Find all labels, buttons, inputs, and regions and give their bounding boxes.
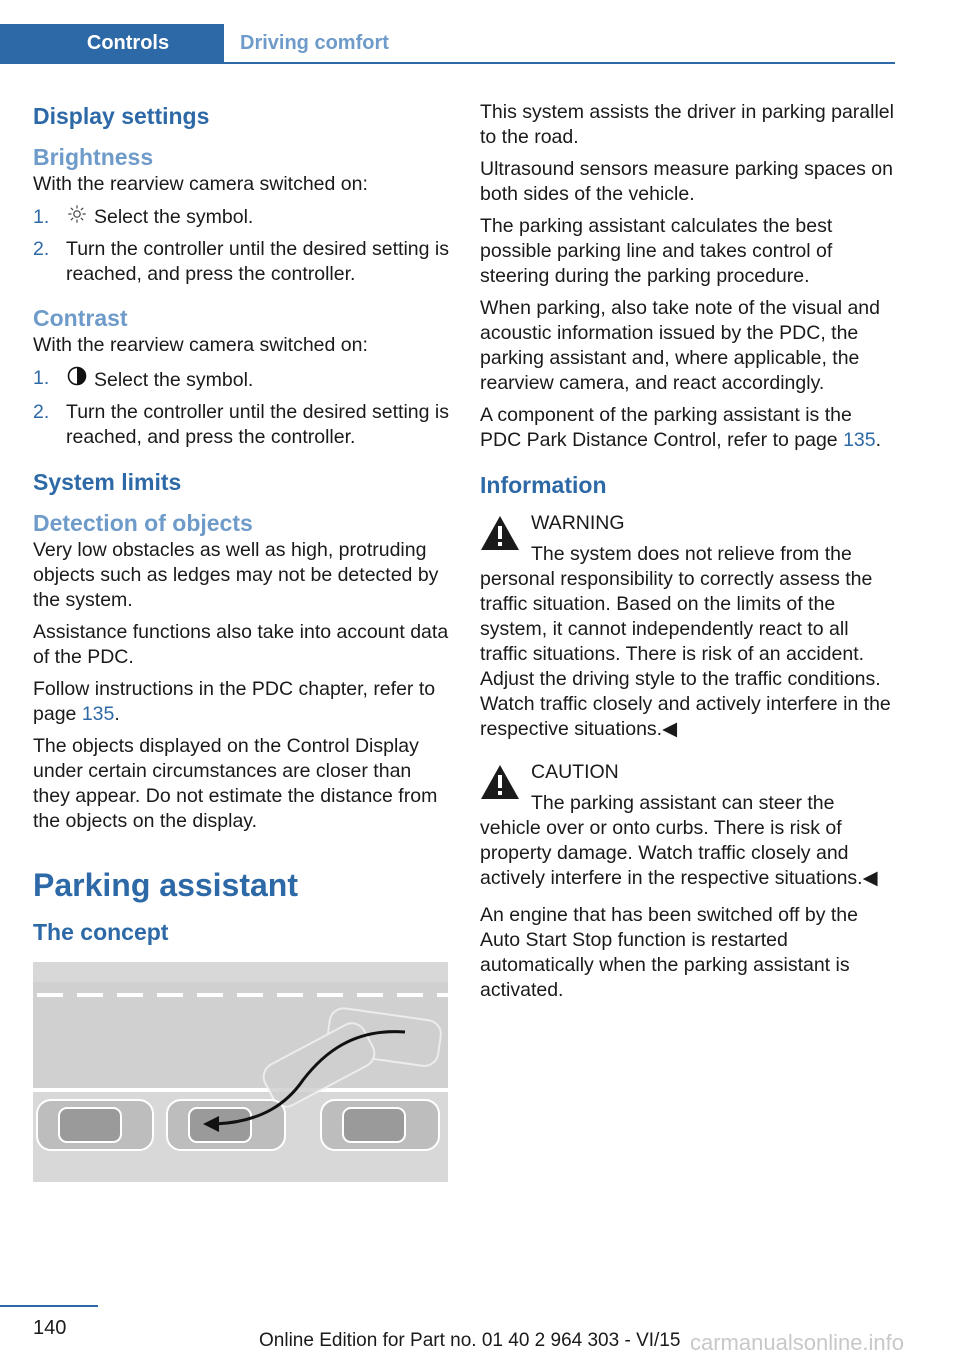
auto-start-stop-paragraph: An engine that has been switched off by the Auto Start Stop function is restarted automatically when the parking assistant is activated.: [480, 904, 858, 1001]
warning-notice: [480, 511, 896, 742]
heading-brightness: Brightness: [33, 144, 154, 170]
parked-car-right: [321, 1100, 439, 1150]
left-column: [33, 100, 449, 1182]
caution-title: CAUTION: [531, 761, 619, 783]
step-number: 1.: [33, 367, 50, 389]
concept-paragraph-4: When parking, also take note of the visual and acoustic information issued by the PDC, the parking assistant and, where applicable, the rearview camera, and react accordingly.: [480, 297, 880, 394]
detection-paragraph-2: Assistance functions also take into account data of the PDC.: [33, 621, 449, 668]
caution-icon: [480, 764, 520, 800]
list-item: [33, 205, 449, 230]
step-number: 2.: [33, 401, 50, 423]
footer-divider: [0, 1305, 98, 1307]
target-car: [167, 1100, 285, 1150]
contrast-icon: [66, 366, 88, 393]
warning-title: WARNING: [531, 512, 625, 534]
header-tab-controls[interactable]: Controls: [0, 24, 224, 62]
page-link-135[interactable]: 135: [843, 429, 876, 451]
brightness-steps: [33, 205, 449, 287]
parking-illustration: [33, 962, 448, 1182]
heading-detection-of-objects: Detection of objects: [33, 510, 253, 536]
caution-body: The parking assistant can steer the vehicle over or onto curbs. There is risk of property damage. Watch traffic closely and actively interfere in the respective situations.◀: [480, 792, 878, 889]
concept-paragraph-3: The parking assistant calculates the best possible parking line and takes control of steering during the parking procedure.: [480, 215, 833, 287]
concept-p5-end: .: [875, 429, 882, 451]
contrast-intro: With the rearview camera switched on:: [33, 334, 368, 356]
detection-paragraph-1: Very low obstacles as well as high, protruding objects such as ledges may not be detected by the system.: [33, 539, 439, 611]
detection-paragraph-4: The objects displayed on the Control Display under certain circumstances are closer than they appear. Do not estimate the distance from the objects on the display.: [33, 735, 438, 832]
edition-note: Online Edition for Part no. 01 40 2 964 303 - VI/15: [259, 1330, 681, 1351]
list-item: [33, 400, 449, 450]
right-column: [480, 100, 896, 1010]
heading-display-settings: Display settings: [33, 103, 210, 129]
step-number: 2.: [33, 238, 50, 260]
list-item: [33, 237, 449, 287]
detection-paragraph-3: [33, 677, 449, 727]
concept-paragraph-2: Ultrasound sensors measure parking spaces on both sides of the vehicle.: [480, 158, 893, 205]
contrast-steps: [33, 366, 449, 450]
concept-paragraph-5: [480, 403, 896, 453]
page-header: [0, 24, 895, 64]
step-text: Turn the controller until the desired setting is reached, and press the controller.: [66, 238, 449, 285]
page-link-135[interactable]: 135: [81, 703, 115, 725]
heading-system-limits: System limits: [33, 469, 182, 495]
heading-contrast: Contrast: [33, 305, 128, 331]
parked-car-left: [37, 1100, 153, 1150]
concept-p5-text: A component of the parking assistant is the PDC Park Distance Control, refer to page: [480, 404, 852, 451]
page-number: 140: [33, 1317, 67, 1339]
detection-p3-end: .: [114, 703, 120, 725]
list-item: [33, 366, 449, 393]
heading-information: Information: [480, 472, 607, 498]
heading-the-concept: The concept: [33, 919, 169, 945]
step-text: Select the symbol.: [94, 206, 254, 228]
watermark: carmanualsonline.info: [690, 1330, 905, 1355]
heading-parking-assistant: Parking assistant: [33, 867, 298, 903]
brightness-icon: [66, 205, 88, 230]
step-number: 1.: [33, 206, 50, 228]
warning-icon: [480, 515, 520, 551]
header-tab-driving-comfort[interactable]: Driving comfort: [240, 32, 389, 54]
concept-paragraph-1: This system assists the driver in parking parallel to the road.: [480, 101, 894, 148]
detection-p3-text: Follow instructions in the PDC chapter, refer to page: [33, 678, 436, 725]
step-text: Turn the controller until the desired setting is reached, and press the controller.: [66, 401, 449, 448]
caution-notice: [480, 760, 896, 891]
step-text: Select the symbol.: [94, 369, 254, 391]
warning-body: The system does not relieve from the personal responsibility to correctly assess the traffic situation. Based on the limits of the system, it cannot independently react to all traffic situations. There is risk of an accident. Adjust the driving style to the traffic conditions. Watch traffic closely and actively interfere in the respective situations.◀: [480, 543, 891, 740]
brightness-intro: With the rearview camera switched on:: [33, 173, 368, 195]
